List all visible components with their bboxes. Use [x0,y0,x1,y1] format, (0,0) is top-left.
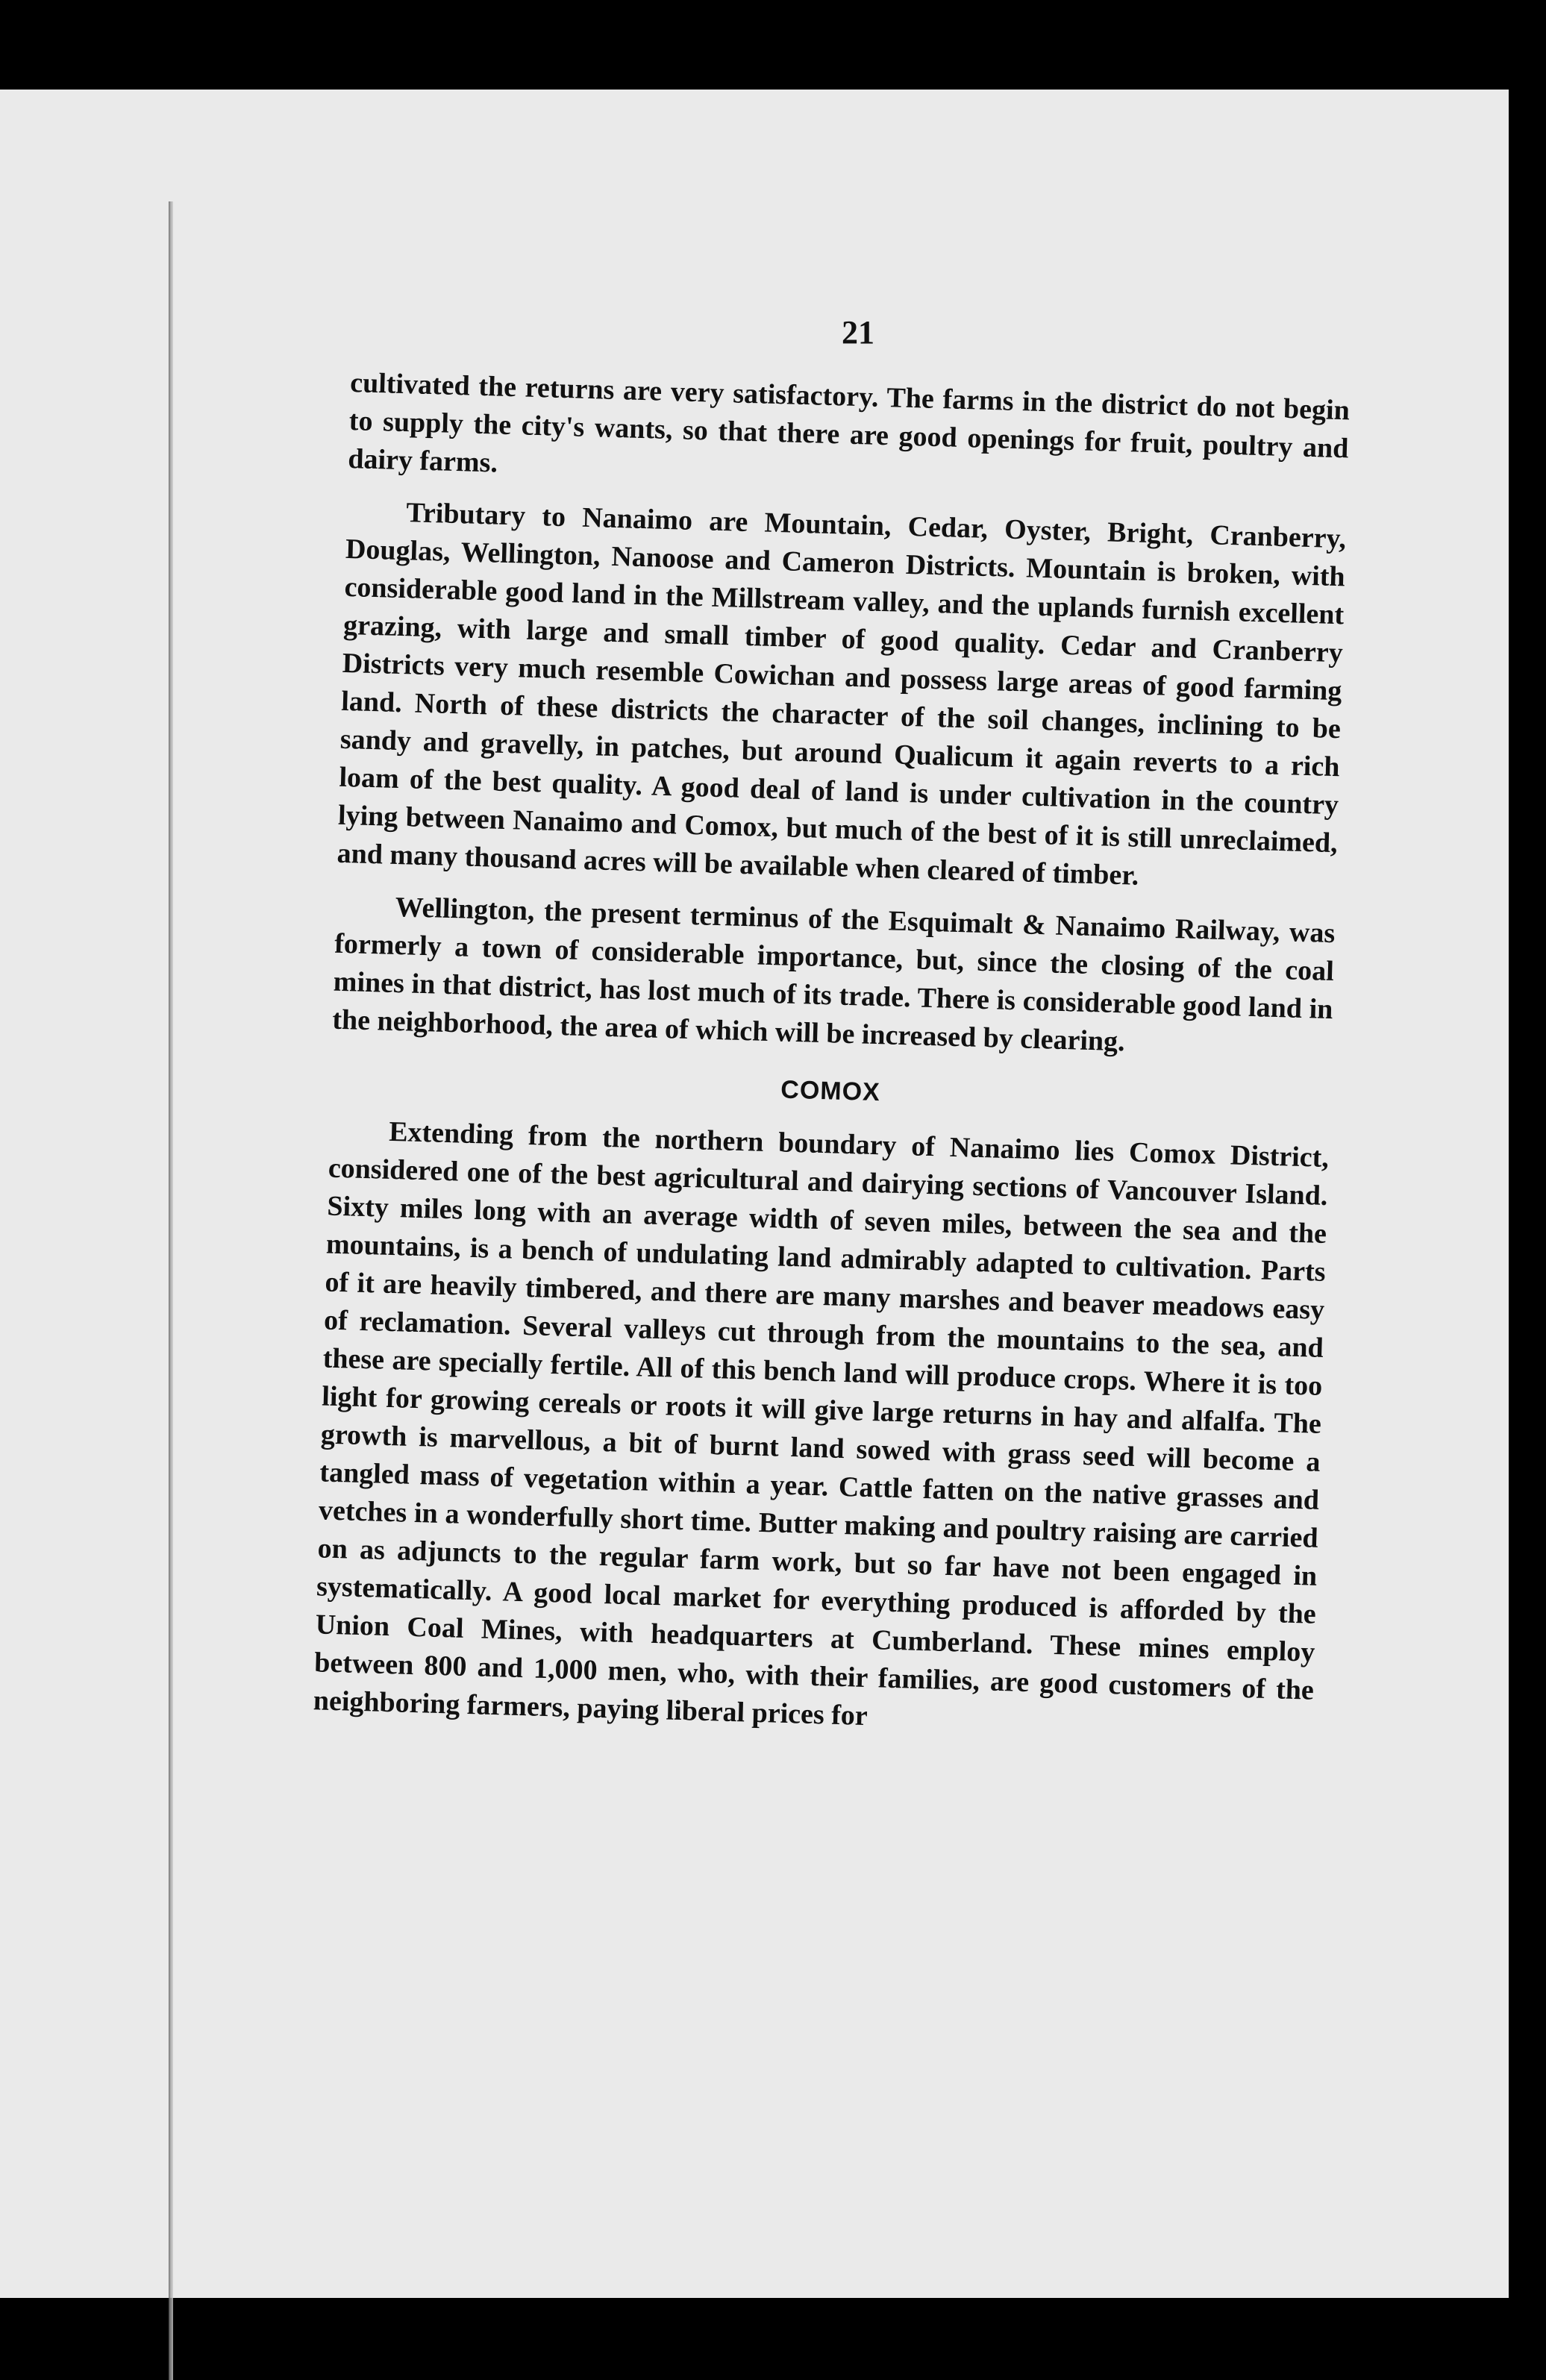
paragraph-continued: cultivated the returns are very satisfactory. The farms in the district do not begin to supply the city's wants, so that there are good openings for fruit, poultry and dairy farms. [347,366,1351,479]
page-fold-line [169,201,173,2380]
paragraph-comox: Extending from the northern boundary of Nanaimo lies Comox District, considered one of the best agricultural and dairying sections of Vancouver Island. Sixty miles long with an average width of seven miles, between the sea and the mountains, is a bench of undulating land admirably adapted to cultivation. Parts of it are heavily timbered, and there are many marshes and beaver meadows easy of reclamation. Several valleys cut through from the mountains to the sea, and these are specially fertile. All of this bench land will produce crops. Where it is too light for growing cereals or roots it will give large returns in hay and alfalfa. The growth is marvellous, a bit of burnt land sowed with grass seed will become a tangled mass of vegetation within a year. Cattle fatten on the native grasses and vetches in a wonderfully short time. Butter making and poultry raising are carried on as adjuncts to the regular farm work, but so far have not been engaged in systematically. A good local market for everything produced is afforded by the Union Coal Mines, with headquarters at Cumberland. These mines employ between 800 and 1,000 men, who, with their families, are good customers of the neighboring farmers, paying liberal prices for [313,1115,1330,1732]
paragraph-wellington: Wellington, the present terminus of the Esquimalt & Nanaimo Railway, was formerly a town of considerable importance, but, since the closing of the coal mines in that district, has lost much of its trade. There is considerable good land in the neighborhood, the area of which will be increased by clearing. [331,891,1336,1058]
paragraph-tributary-districts: Tributary to Nanaimo are Mountain, Cedar, Oyster, Bright, Cranberry, Douglas, Wellington, Nanoose and Cameron Districts. Mountain is broken, with considerable good land in the Millstream valley, and the uplands furnish excellent grazing, with large and small timber of good quality. Cedar and Cranberry Districts very much resemble Cowichan and possess large areas of good farming land. North of these districts the character of the soil changes, inclining to be sandy and gravelly, in patches, but around Qualicum it again reverts to a rich loam of the best quality. A good deal of land is under cultivation in the country lying between Nanaimo and Comox, but much of the best of it is still unreclaimed, and many thousand acres will be available when cleared of timber. [337,497,1347,892]
section-heading-comox: COMOX [780,1075,881,1107]
page-text [313,364,1351,1762]
page-number: 21 [842,314,874,351]
scan-top-border [0,0,1546,90]
